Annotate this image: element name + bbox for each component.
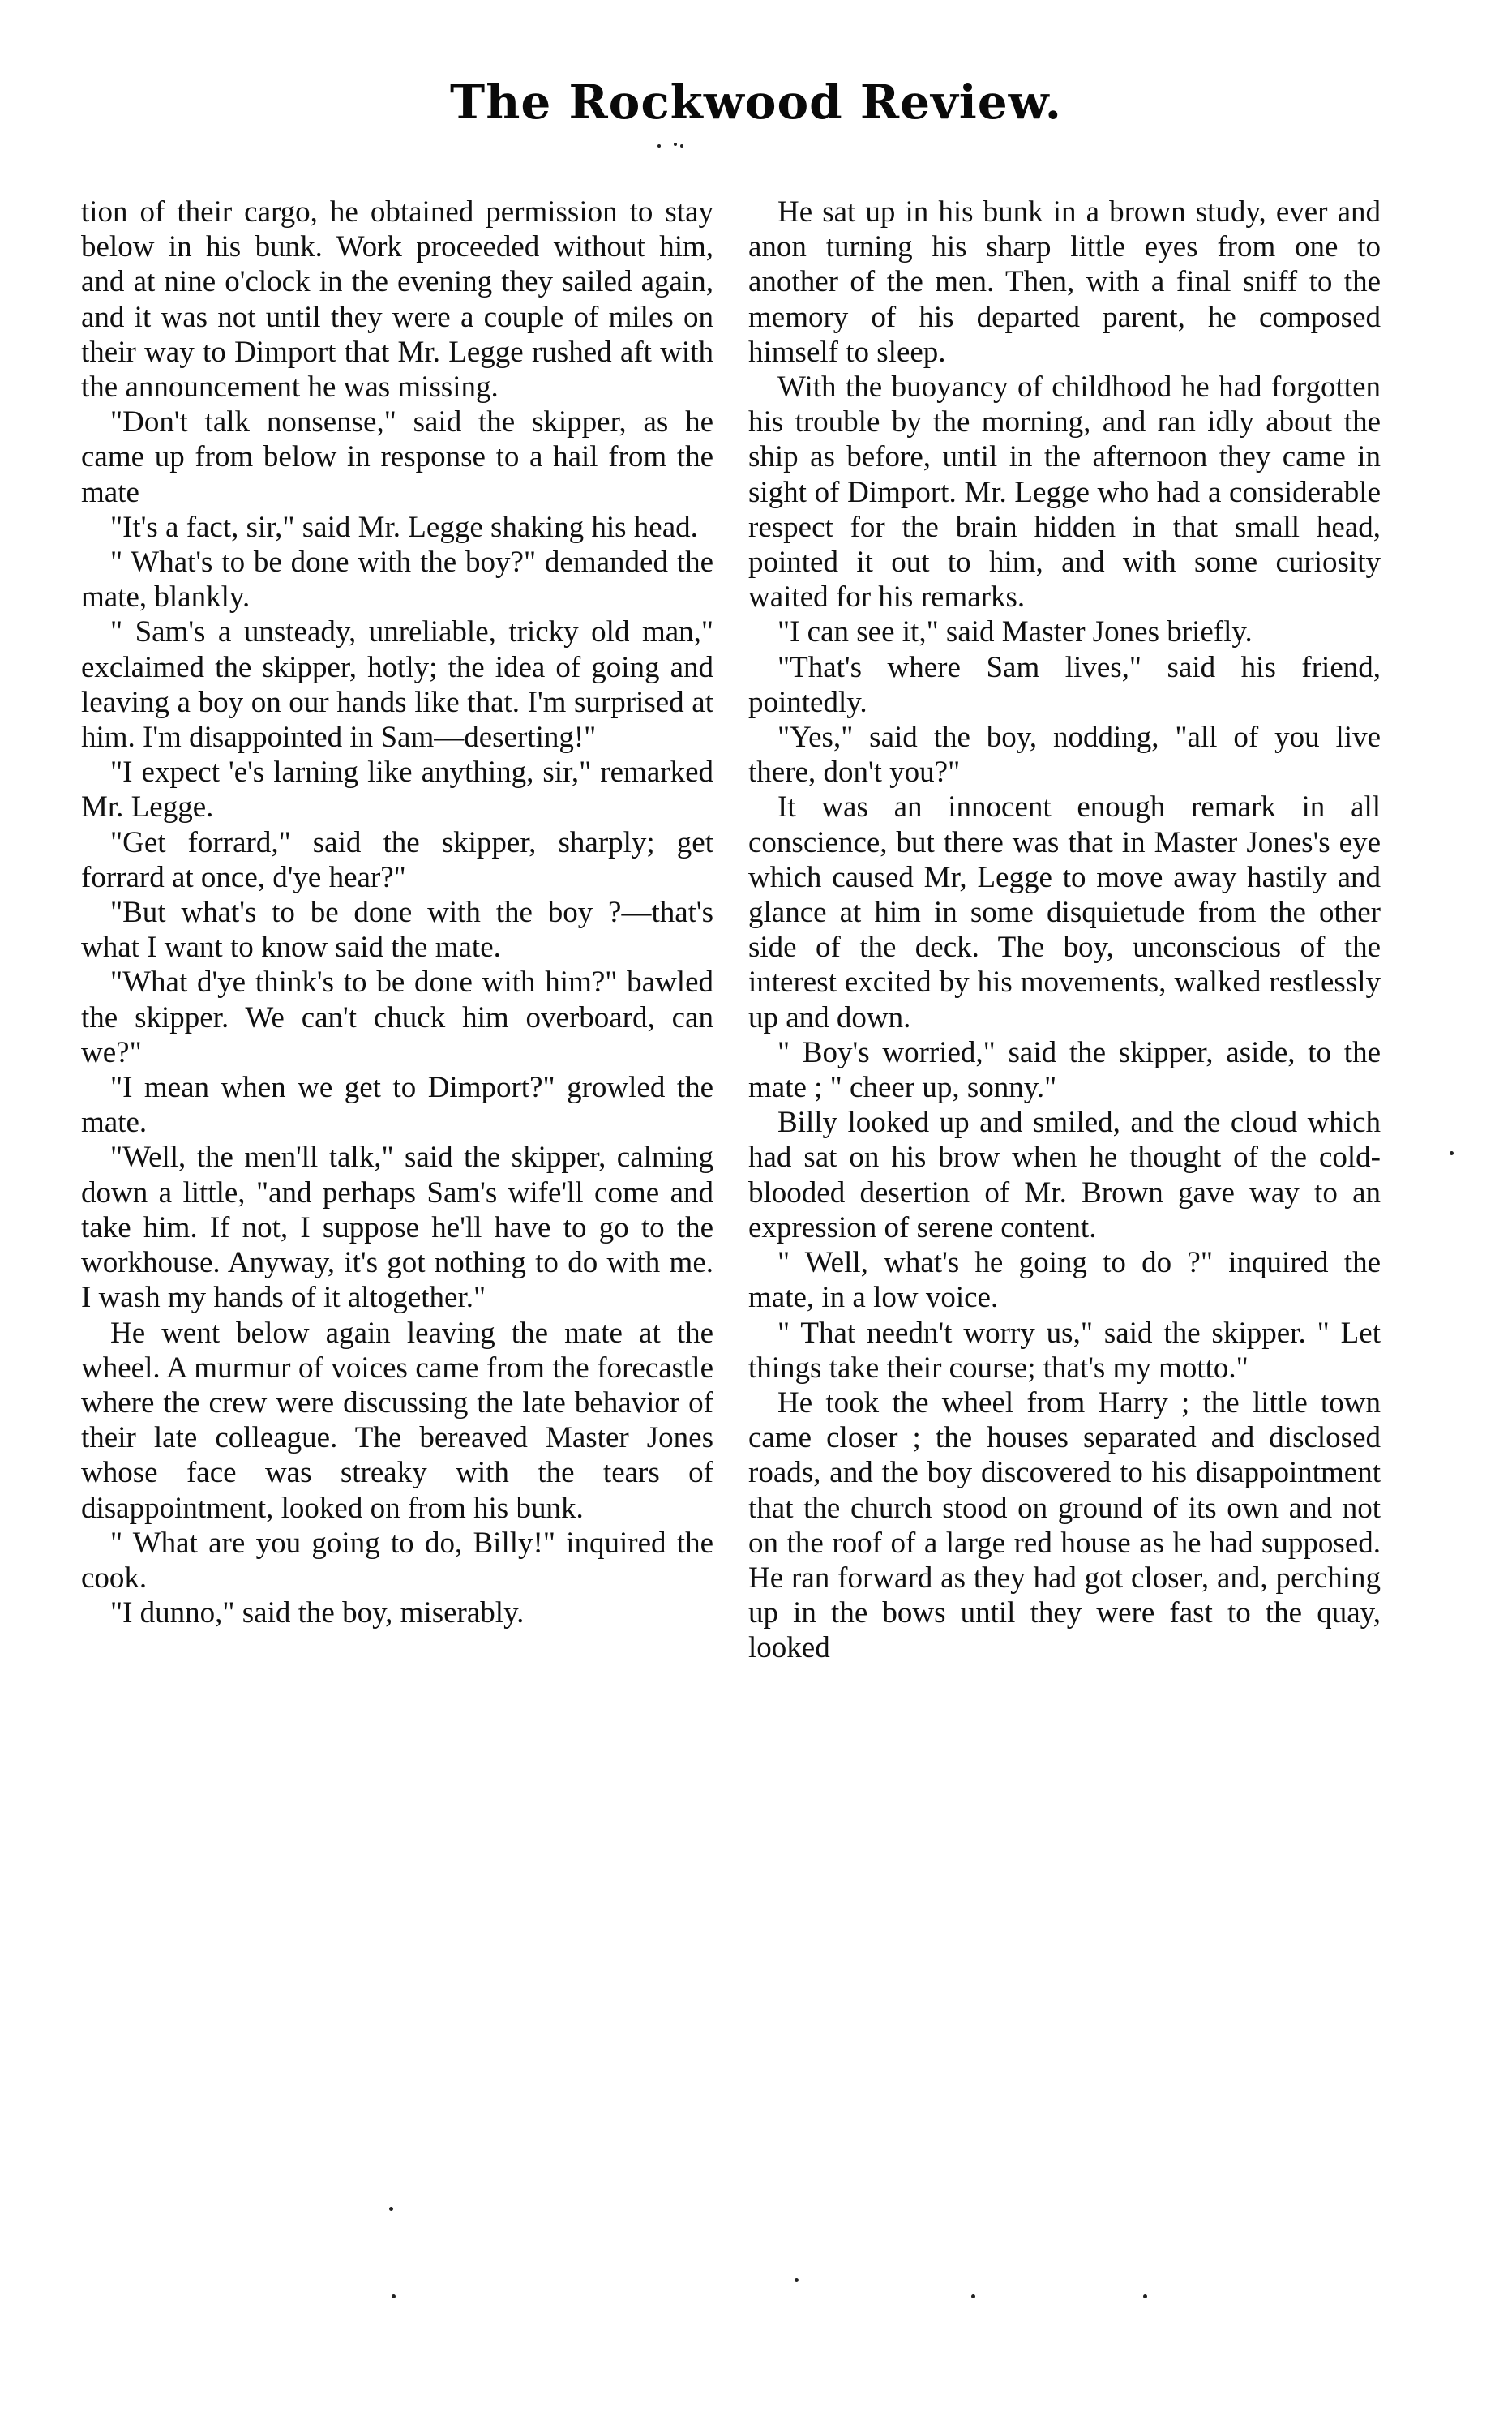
- paragraph: "Don't talk nonsense," said the skipper, as he came up from below in response to a hail from the mate: [81, 405, 713, 509]
- paragraph: "I can see it," said Master Jones briefly.: [777, 615, 1253, 649]
- ornament-dots: [653, 141, 701, 149]
- paragraph: "What d'ye think's to be done with him?" bawled the skipper. We can't chuck him overboard, can we?": [81, 966, 713, 1069]
- print-speck: [795, 2278, 799, 2282]
- paragraph: " Boy's worried," said the skipper, aside, to the mate ; " cheer up, sonny.": [748, 1035, 1381, 1105]
- paragraph: With the buoyancy of childhood he had forgotten his trouble by the morning, and ran idly about the ship as before, until in the afternoon they came in sight of Dimport. Mr. Legge who had a considerable respect for the brain hidden in that small head, pointed it out to him, and with some curiosity waited for his remarks.: [748, 370, 1381, 615]
- paragraph: " Well, what's he going to do ?" inquired the mate, in a low voice.: [748, 1246, 1381, 1315]
- masthead-title: The Rockwood Review.: [450, 75, 1062, 130]
- paragraph: "I expect 'e's larning like anything, sir," remarked Mr. Legge.: [81, 756, 713, 824]
- paragraph: " Sam's a unsteady, unreliable, tricky old man," exclaimed the skipper, hotly; the idea of going and leaving a boy on our hands like that. I'm surprised at him. I'm disappointed in Sam—deserting!": [81, 615, 713, 755]
- paragraph: He went below again leaving the mate at the wheel. A murmur of voices came from the forecastle where the crew were discussing the late behavior of their late colleague. The bereaved Master Jones whose face was streaky with the tears of disappointment, looked on from his bunk.: [81, 1316, 713, 1525]
- paragraph: "Well, the men'll talk," said the skipper, calming down a little, "and perhaps Sam's wife'll come and take him. If not, I suppose he'll have to go to the workhouse. Anyway, it's got nothing to do with me. I wash my hands of it altogether.": [81, 1141, 713, 1315]
- print-speck: [1450, 1151, 1454, 1155]
- paragraph: "It's a fact, sir," said Mr. Legge shaking his head.: [110, 510, 698, 544]
- paragraph: " What are you going to do, Billy!" inquired the cook.: [81, 1526, 713, 1595]
- paragraph: It was an innocent enough remark in all conscience, but there was that in Master Jones's eye which caused Mr, Legge to move away hastily and glance at him in some disquietude from the other side of the deck. The boy, unconscious of the interest excited by his movements, walked restlessly up and down.: [748, 790, 1381, 1034]
- paragraph: "I dunno," said the boy, miserably.: [110, 1596, 525, 1630]
- paragraph: Billy looked up and smiled, and the cloud which had sat on his brow when he thought of the cold-blooded desertion of Mr. Brown gave way to an expression of serene content.: [748, 1106, 1381, 1244]
- paragraph: " What's to be done with the boy?" demanded the mate, blankly.: [81, 546, 713, 615]
- print-speck: [392, 2294, 396, 2298]
- paragraph: He sat up in his bunk in a brown study, ever and anon turning his sharp little eyes from one to another of the men. Then, with a final sniff to the memory of his departed parent, he composed himself to sleep.: [748, 195, 1381, 369]
- paragraph: "Yes," said the boy, nodding, "all of you live there, don't you?": [748, 721, 1381, 790]
- paragraph: "That's where Sam lives," said his friend, pointedly.: [748, 650, 1381, 719]
- print-speck: [389, 2207, 393, 2211]
- paragraph: "Get forrard," said the skipper, sharply; get forrard at once, d'ye hear?": [81, 825, 713, 894]
- paragraph: " That needn't worry us," said the skipper. " Let things take their course; that's my motto.": [748, 1316, 1381, 1385]
- paragraph: "But what's to be done with the boy ?—that's what I want to know said the mate.: [81, 896, 713, 965]
- paragraph: "I mean when we get to Dimport?" growled the mate.: [81, 1071, 713, 1140]
- print-speck: [971, 2294, 975, 2298]
- text-column-left: [81, 195, 713, 1630]
- paragraph: tion of their cargo, he obtained permission to stay below in his bunk. Work proceeded without him, and at nine o'clock in the evening they sailed again, and it was not until they were a couple of miles on their way to Dimport that Mr. Legge rushed aft with the announcement he was missing.: [81, 195, 713, 405]
- print-speck: [1143, 2294, 1147, 2298]
- paragraph: He took the wheel from Harry ; the little town came closer ; the houses separated and disclosed roads, and the boy discovered to his disappointment that the church stood on ground of its own and not on the roof of a large red house as he had supposed. He ran forward as they had got closer, and, perching up in the bows until they were fast to the quay, looked: [748, 1385, 1381, 1665]
- text-column-right: [748, 195, 1381, 1666]
